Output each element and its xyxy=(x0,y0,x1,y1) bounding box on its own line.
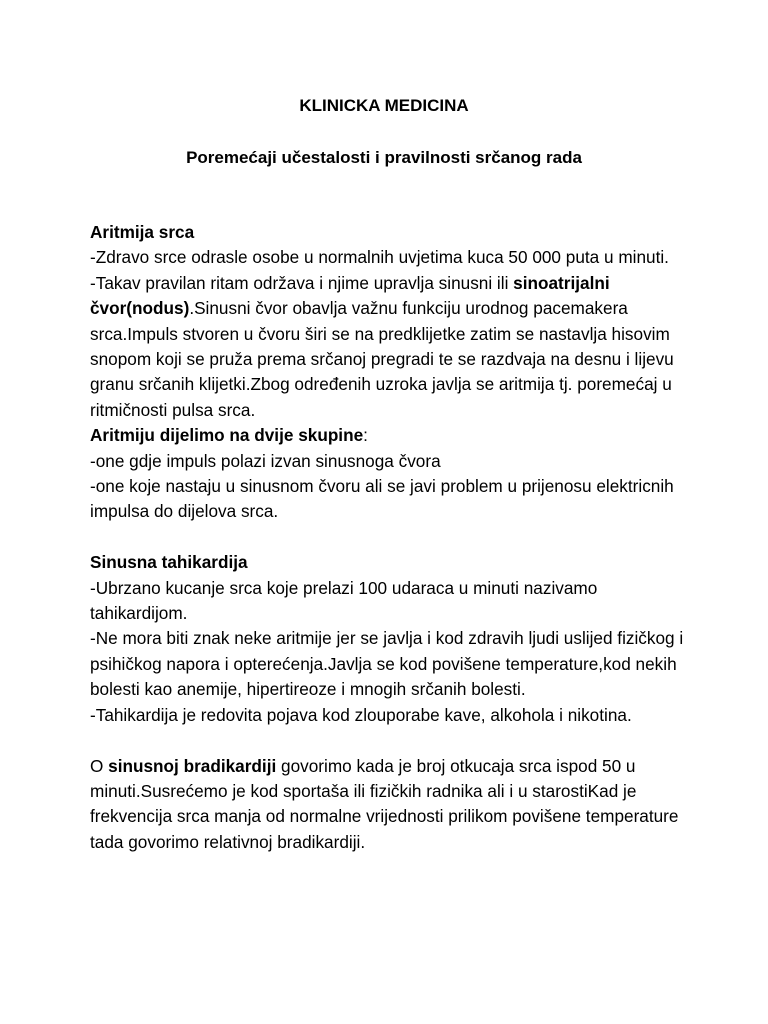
section-heading-aritmija: Aritmija srca xyxy=(90,222,195,242)
section-heading-tahikardija: Sinusna tahikardija xyxy=(90,552,248,573)
section-spacer xyxy=(90,728,690,753)
paragraph-tachycardia-substances: -Tahikardija je redovita pojava kod zlouporabe kave, alkohola i nikotina. xyxy=(90,704,632,725)
paragraph-tachycardia-definition: -Ubrzano kucanje srca koje prelazi 100 udaraca u minuti nazivamo tahikardijom. xyxy=(90,577,598,624)
list-item-inside-sinus: -one koje nastaju u sinusnom čvoru ali se javi problem u prijenosu elektricnih impulsa do dijelova srca. xyxy=(90,476,674,522)
paragraph-tachycardia-causes: -Ne mora biti znak neke aritmije jer se javlja i kod zdravih ljudi uslijed fizičkog i psihičkog napora i opterećenja.Javlja se kod povišene temperature,kod nekih bolesti kao anemije, hipertireoze i mnogih srčanih bolesti. xyxy=(90,628,684,700)
paragraph-bradycardia: O sinusnoj bradikardiji govorimo kada je broj otkucaja srca ispod 50 u minuti.Susrećemo je kod sportaša ili fizičkih radnika ali i u starostiKad je frekvencija srca manja od normalne vrijednosti prilikom povišene temperature tada govorimo relativnoj bradikardiji. xyxy=(90,755,679,852)
paragraph-normal-heart-rate: -Zdravo srce odrasle osobe u normalnih uvjetima kuca 50 000 puta u minuti. xyxy=(90,247,669,268)
paragraph-arrhythmia-division: Aritmiju dijelimo na dvije skupine: xyxy=(90,425,368,446)
paragraph-sinus-node: -Takav pravilan ritam održava i njime upravlja sinusni ili sinoatrijalni čvor(nodus).Sinusni čvor obavlja važnu funkciju urodnog pacemakera srca.Impuls stvoren u čvoru širi se na predklijetke zatim se nastavlja hisovim snopom koji se pruža prema srčanoj pregradi te se razdvaja na desnu i lijevu granu srčanih klijetki.Zbog određenih uzroka javlja se aritmija tj. poremećaj u ritmičnosti pulsa srca. xyxy=(90,272,674,420)
term-sinoatrial-node: sinoatrijalni čvor(nodus) xyxy=(90,272,610,319)
document-subtitle: Poremećaji učestalosti i pravilnosti srčanog rada xyxy=(186,148,582,167)
document-title: KLINICKA MEDICINA xyxy=(299,96,469,115)
section-spacer xyxy=(90,525,690,550)
list-item-outside-sinus: -one gdje impuls polazi izvan sinusnoga čvora xyxy=(90,450,441,471)
document-body xyxy=(90,220,690,855)
term-sinus-bradycardia: sinusnoj bradikardiji xyxy=(108,755,277,776)
